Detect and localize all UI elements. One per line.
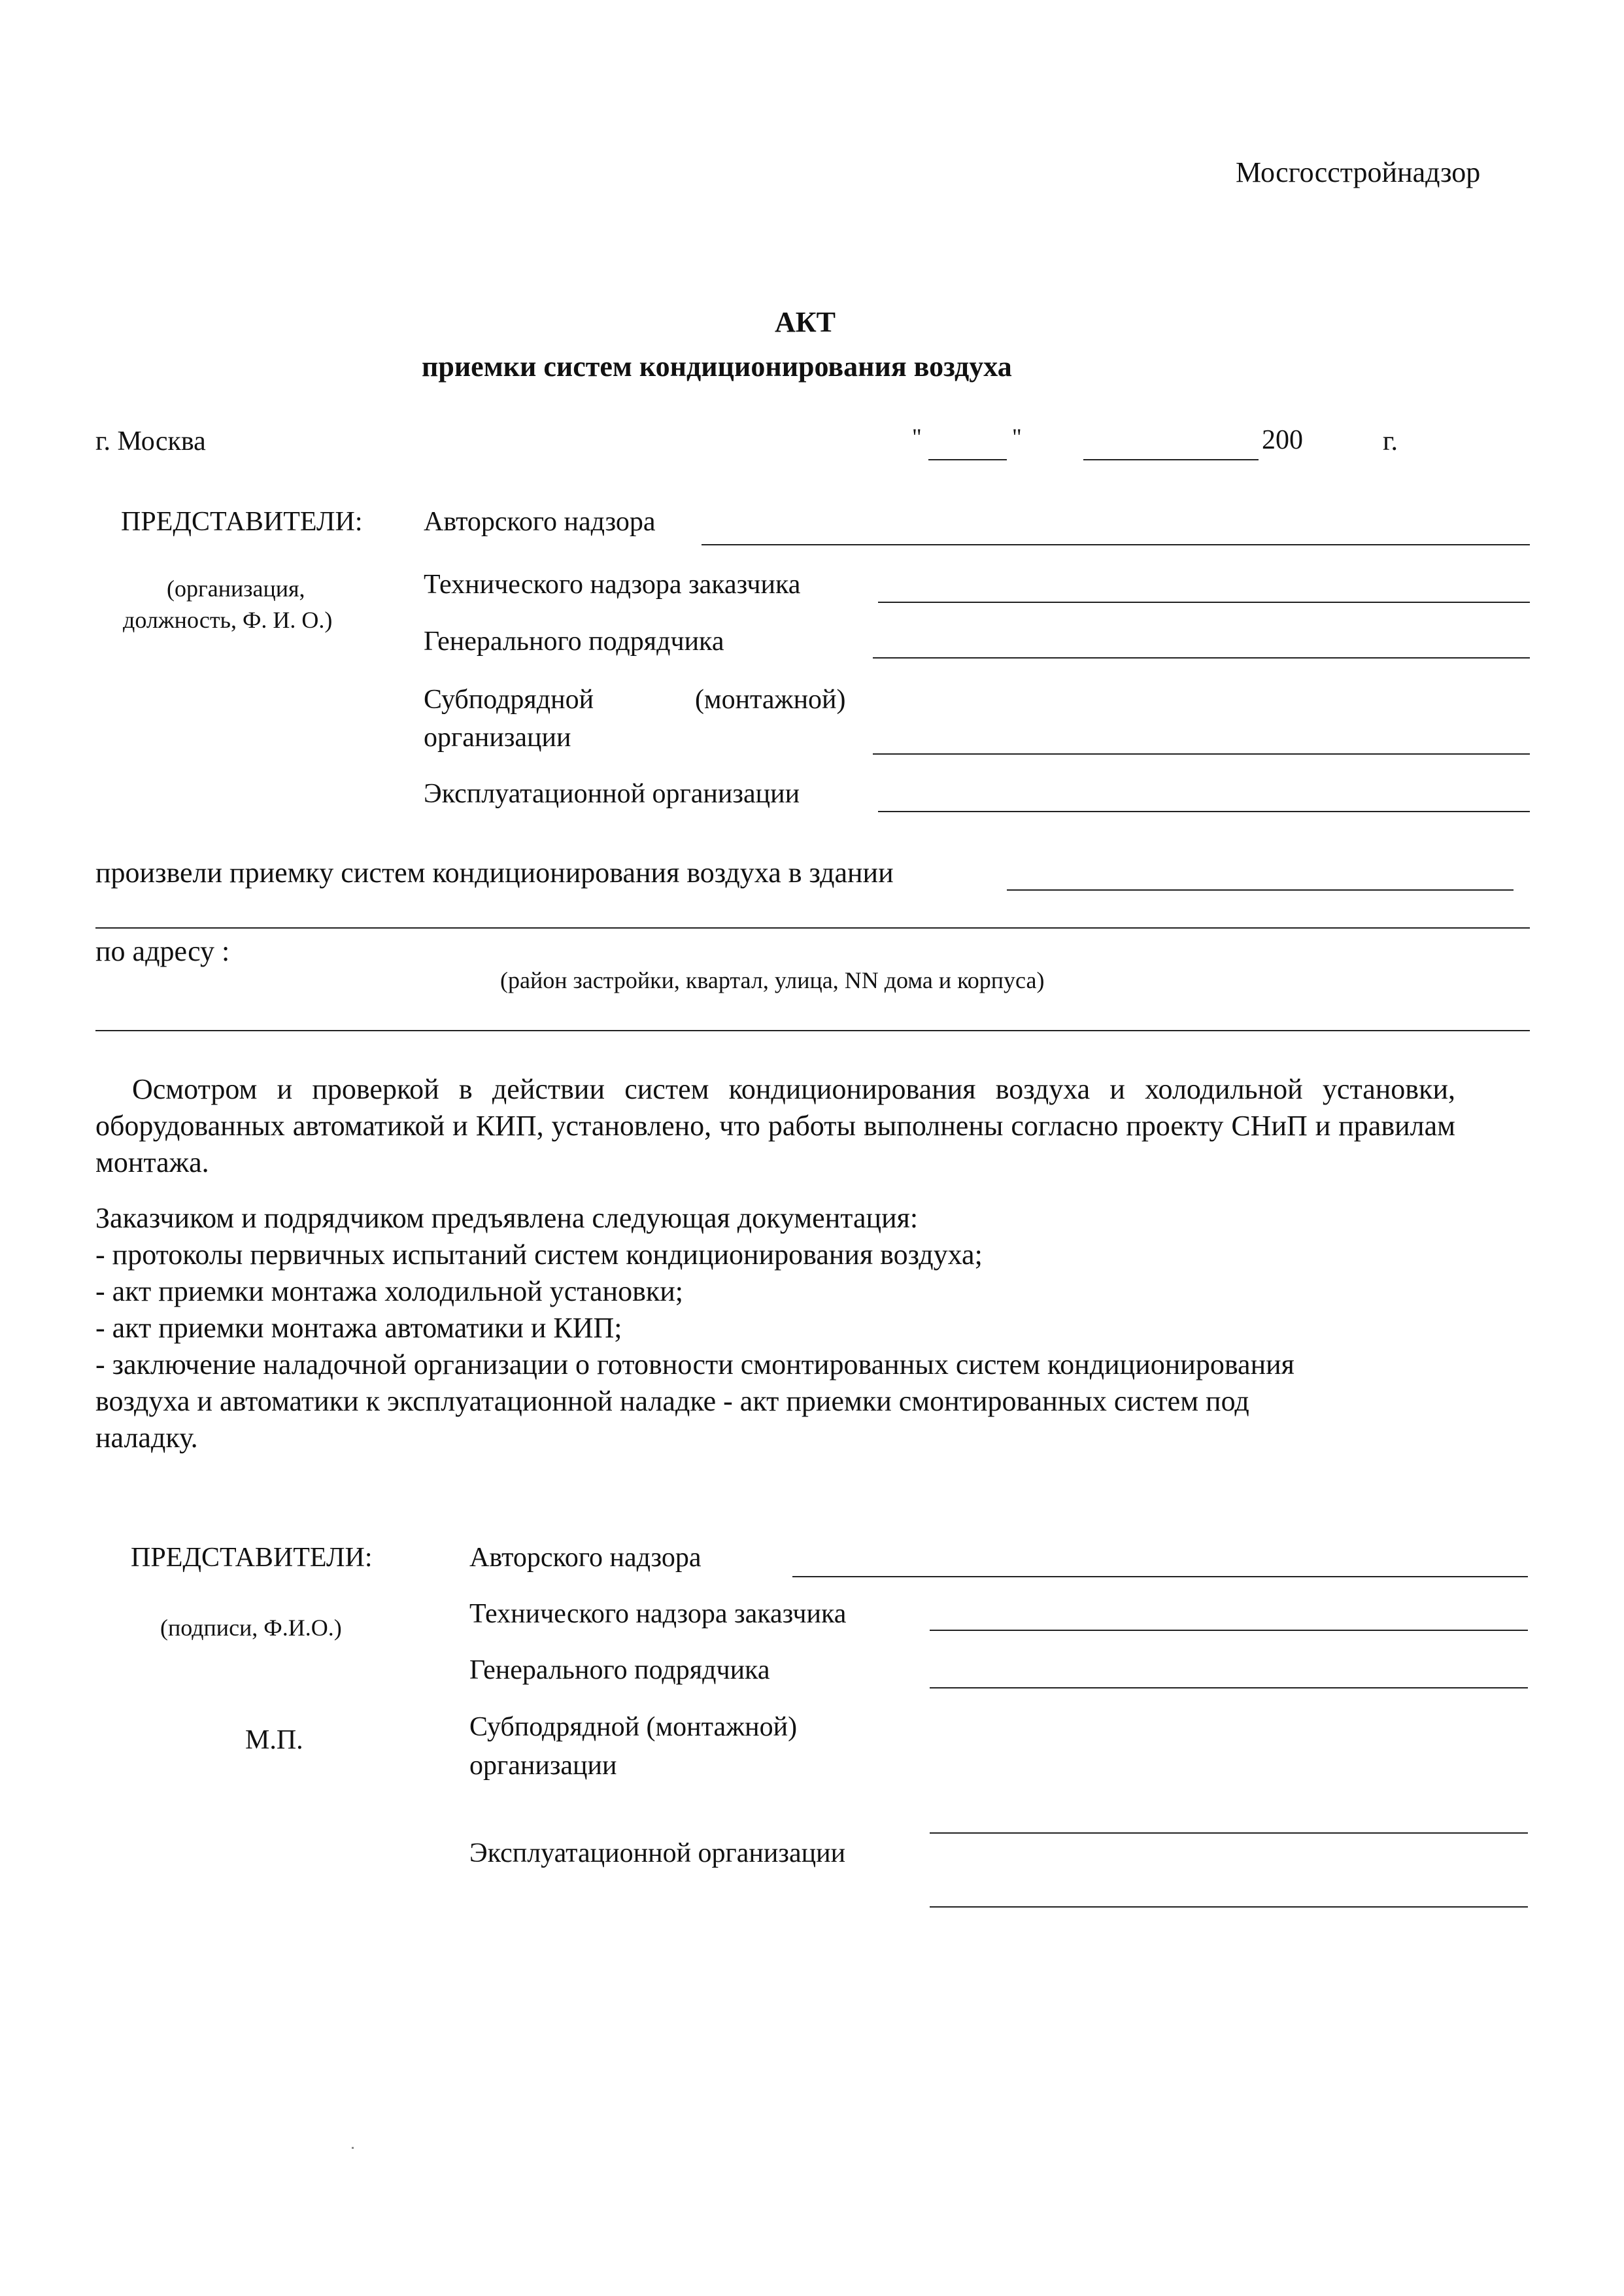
subcontractor-field[interactable]: [873, 753, 1530, 755]
documentation-item: - протоколы первичных испытаний систем кондиционирования воздуха;: [95, 1239, 983, 1271]
signatures-note: (подписи, Ф.И.О.): [160, 1615, 342, 1641]
signature-tech-label: Технического надзора заказчика: [469, 1599, 847, 1629]
documentation-item: - заключение наладочной организации о готовности смонтированных систем кондиционирования: [95, 1348, 1294, 1380]
author-supervision-label: Авторского надзора: [424, 507, 656, 537]
documentation-item: - акт приемки монтажа автоматики и КИП;: [95, 1312, 622, 1344]
signature-tech-field[interactable]: [930, 1630, 1528, 1631]
subcontractor-label-c: организации: [424, 723, 571, 753]
date-close-quote: ": [1012, 424, 1022, 450]
agency-name: Мосгосстройнадзор: [1236, 156, 1481, 188]
document-title: АКТ: [775, 306, 836, 338]
year-prefix: 200: [1262, 425, 1303, 455]
signature-author-field[interactable]: [792, 1576, 1528, 1577]
signature-subcontractor-label-line2: организации: [469, 1751, 617, 1781]
representatives-note-line2: должность, Ф. И. О.): [123, 607, 333, 633]
documentation-item: - акт приемки монтажа холодильной установки;: [95, 1275, 683, 1307]
signature-operating-label: Эксплуатационной организации: [469, 1838, 846, 1868]
inspection-paragraph: Осмотром и проверкой в действии систем кондиционирования воздуха и холодильной установки, оборудованных автоматикой и КИП, установлено, что работы выполнены согласно проекту СНиП и правилам монтажа.: [95, 1073, 1455, 1178]
representatives-note-line1: (организация,: [167, 575, 305, 602]
subcontractor-label-a: Субподрядной: [424, 685, 594, 715]
general-contractor-label: Генерального подрядчика: [424, 626, 724, 657]
operating-org-field[interactable]: [878, 811, 1530, 812]
scan-speck: [352, 2147, 354, 2149]
representatives-label: ПРЕДСТАВИТЕЛИ:: [121, 507, 363, 537]
day-field[interactable]: [928, 459, 1007, 460]
address-hint: (район застройки, квартал, улица, NN дома и корпуса): [500, 967, 1045, 993]
stamp-place: М.П.: [245, 1725, 303, 1755]
signature-general-label: Генерального подрядчика: [469, 1655, 770, 1685]
year-suffix: г.: [1383, 426, 1398, 456]
documentation-item-continuation: воздуха и автоматики к эксплуатационной наладке - акт приемки смонтированных систем под: [95, 1385, 1249, 1417]
documentation-list: [95, 1200, 1294, 1456]
subcontractor-label-b: (монтажной): [695, 685, 846, 715]
month-field[interactable]: [1083, 459, 1259, 460]
signature-subcontractor-field[interactable]: [930, 1832, 1528, 1834]
technical-supervision-label: Технического надзора заказчика: [424, 570, 801, 600]
address-field[interactable]: [95, 1030, 1530, 1031]
author-supervision-field[interactable]: [702, 544, 1530, 545]
address-label: по адресу :: [95, 935, 230, 967]
signature-general-field[interactable]: [930, 1687, 1528, 1688]
documentation-item-continuation: наладку.: [95, 1422, 198, 1454]
city: г. Москва: [95, 426, 206, 456]
general-contractor-field[interactable]: [873, 657, 1530, 659]
building-field-continuation[interactable]: [95, 927, 1530, 929]
date-open-quote: ": [912, 424, 922, 450]
acceptance-statement: произвели приемку систем кондиционирования воздуха в здании: [95, 857, 894, 889]
signature-operating-field[interactable]: [930, 1906, 1528, 1908]
documentation-intro: Заказчиком и подрядчиком предъявлена следующая документация:: [95, 1202, 919, 1234]
signature-author-label: Авторского надзора: [469, 1543, 702, 1573]
signatures-representatives-label: ПРЕДСТАВИТЕЛИ:: [131, 1543, 373, 1573]
building-field[interactable]: [1007, 889, 1514, 891]
signature-subcontractor-label: Субподрядной (монтажной): [469, 1712, 798, 1742]
document-subtitle: приемки систем кондиционирования воздуха: [422, 351, 1012, 383]
technical-supervision-field[interactable]: [878, 602, 1530, 603]
operating-org-label: Эксплуатационной организации: [424, 779, 800, 809]
